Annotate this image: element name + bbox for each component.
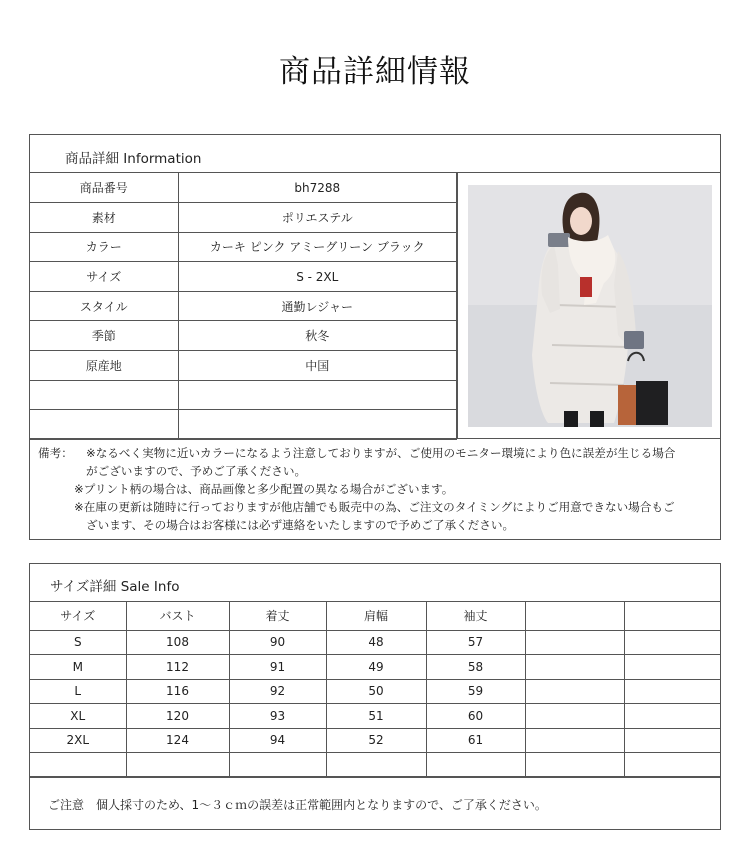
page-title: 商品詳細情報: [279, 54, 471, 90]
size-row: [30, 655, 720, 680]
size-row: [30, 753, 720, 778]
size-cell: 61: [426, 728, 525, 753]
detail-value: 秋冬: [178, 321, 457, 351]
size-column-header: [624, 602, 720, 630]
size-row: [30, 728, 720, 753]
size-column-header: [525, 602, 624, 630]
detail-row: [30, 410, 457, 440]
product-photo-cell: [457, 173, 720, 438]
size-column-header: 袖丈: [426, 602, 525, 630]
detail-row: [30, 321, 457, 351]
size-cell: [624, 655, 720, 680]
caution-note: [30, 776, 720, 829]
size-cell: [126, 753, 229, 778]
size-cell: S: [30, 630, 126, 655]
size-cell: 94: [229, 728, 326, 753]
size-cell: 116: [126, 679, 229, 704]
detail-row: [30, 203, 457, 233]
detail-row: [30, 232, 457, 262]
note-line: ※なるべく実物に近いカラーになるよう注意しておりますが、ご使用のモニター環境により色に誤差が生じる場合: [86, 446, 676, 460]
size-cell: 2XL: [30, 728, 126, 753]
detail-value: bh7288: [178, 173, 457, 203]
detail-row: [30, 380, 457, 410]
size-cell: 93: [229, 704, 326, 729]
detail-label: サイズ: [30, 262, 178, 292]
detail-label: [30, 380, 178, 410]
detail-value: S - 2XL: [178, 262, 457, 292]
size-cell: 108: [126, 630, 229, 655]
size-cell: [624, 728, 720, 753]
size-cell: 112: [126, 655, 229, 680]
note-line: がございますので、予めご了承ください。: [86, 464, 307, 478]
detail-value: 通勤レジャー: [178, 291, 457, 321]
detail-row: [30, 262, 457, 292]
size-column-header: 肩幅: [326, 602, 426, 630]
size-cell: 92: [229, 679, 326, 704]
size-row: [30, 704, 720, 729]
product-photo: [468, 185, 712, 427]
size-cell: [624, 704, 720, 729]
size-cell: [525, 630, 624, 655]
detail-label: 素材: [30, 203, 178, 233]
size-cell: [525, 679, 624, 704]
detail-label: 原産地: [30, 351, 178, 381]
size-cell: 58: [426, 655, 525, 680]
size-cell: [624, 753, 720, 778]
detail-label: 季節: [30, 321, 178, 351]
size-cell: 57: [426, 630, 525, 655]
size-header: [30, 564, 720, 602]
detail-label: 商品番号: [30, 173, 178, 203]
size-cell: [326, 753, 426, 778]
size-cell: [624, 679, 720, 704]
notes-label: 備考：: [38, 446, 73, 460]
size-cell: [30, 753, 126, 778]
details-table: [30, 173, 457, 440]
size-cell: 50: [326, 679, 426, 704]
size-row: [30, 630, 720, 655]
size-cell: 120: [126, 704, 229, 729]
size-cell: M: [30, 655, 126, 680]
model-illustration: [468, 185, 712, 427]
size-cell: 91: [229, 655, 326, 680]
size-cell: 49: [326, 655, 426, 680]
note-line: ざいます、その場合はお客様には必ず連絡をいたしますので予めご了承ください。: [86, 518, 515, 532]
details-header-text: 商品詳細 Information: [65, 151, 202, 167]
detail-label: カラー: [30, 232, 178, 262]
detail-row: [30, 173, 457, 203]
size-cell: 48: [326, 630, 426, 655]
detail-value: [178, 380, 457, 410]
note-line: ※在庫の更新は随時に行っておりますが他店舗でも販売中の為、ご注文のタイミングによりご用意できない場合もご: [74, 500, 675, 514]
size-cell: [229, 753, 326, 778]
size-cell: [525, 728, 624, 753]
size-header-text: サイズ詳細 Sale Info: [50, 579, 180, 595]
detail-label: スタイル: [30, 291, 178, 321]
size-table: [30, 602, 720, 778]
note-line: ※プリント柄の場合は、商品画像と多少配置の異なる場合がございます。: [74, 482, 454, 496]
details-header: [30, 135, 720, 173]
product-details-section: [29, 134, 721, 540]
size-cell: [426, 753, 525, 778]
size-cell: 124: [126, 728, 229, 753]
size-cell: [525, 704, 624, 729]
detail-value: カーキ ピンク アミーグリーン ブラック: [178, 232, 457, 262]
size-cell: 60: [426, 704, 525, 729]
size-cell: 59: [426, 679, 525, 704]
size-cell: [525, 753, 624, 778]
size-row: [30, 679, 720, 704]
size-cell: 90: [229, 630, 326, 655]
size-column-header: サイズ: [30, 602, 126, 630]
detail-row: [30, 291, 457, 321]
detail-value: 中国: [178, 351, 457, 381]
size-header-row: [30, 602, 720, 630]
caution-text: ご注意 個人採寸のため、1～３ｃｍの誤差は正常範囲内となりますので、ご了承ください。: [48, 798, 547, 812]
size-cell: 52: [326, 728, 426, 753]
size-column-header: 着丈: [229, 602, 326, 630]
size-cell: [624, 630, 720, 655]
size-cell: 51: [326, 704, 426, 729]
detail-value: [178, 410, 457, 440]
detail-row: [30, 351, 457, 381]
size-info-section: [29, 563, 721, 830]
size-cell: XL: [30, 704, 126, 729]
detail-value: ポリエステル: [178, 203, 457, 233]
detail-label: [30, 410, 178, 440]
size-cell: L: [30, 679, 126, 704]
size-cell: [525, 655, 624, 680]
notes: [30, 438, 720, 539]
size-column-header: バスト: [126, 602, 229, 630]
